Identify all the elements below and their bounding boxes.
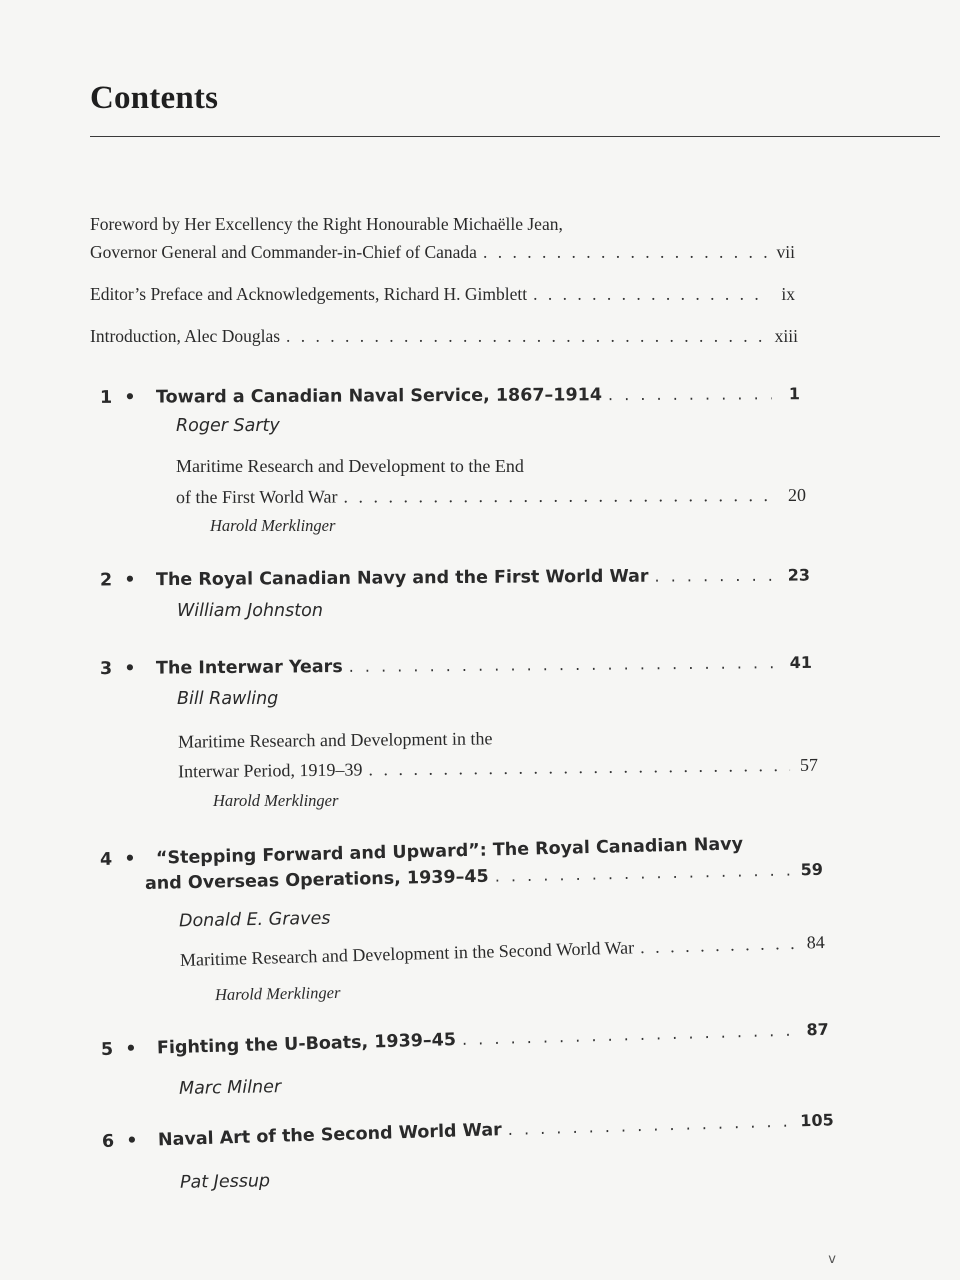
chapter-title: Naval Art of the Second World War	[157, 1120, 503, 1151]
leader-dots	[462, 1020, 801, 1048]
foreword-page: vii	[776, 242, 795, 262]
subentry-text-1: Maritime Research and Development to the End	[176, 456, 524, 476]
chapter-number: 1 •	[99, 387, 136, 408]
foreword-entry-line2	[90, 242, 795, 263]
introduction-entry	[90, 326, 798, 347]
leader-dots	[483, 242, 767, 263]
title-rule	[90, 136, 940, 137]
chapter-entry-1	[100, 384, 800, 408]
leader-dots	[495, 860, 795, 885]
subentry-text-2: of the First World War	[175, 486, 338, 508]
subentry-page: 57	[799, 754, 819, 775]
chapter-author: Marc Milner	[178, 1077, 282, 1099]
chapter-number: 2 •	[99, 570, 136, 591]
leader-dots	[349, 653, 784, 676]
subentry-4-line1	[180, 932, 825, 971]
chapter-title: Fighting the U-Boats, 1939–45	[156, 1030, 457, 1059]
chapter-title: The Interwar Years	[155, 656, 343, 679]
chapter-entry-5	[101, 1020, 829, 1060]
leader-dots	[286, 326, 769, 347]
leader-dots	[608, 384, 772, 404]
chapter-page: 1	[788, 384, 801, 404]
chapter-number: 6 •	[101, 1130, 138, 1152]
chapter-page: 105	[799, 1110, 834, 1131]
subentry-page: 20	[787, 484, 807, 505]
subentry-1-line2	[176, 485, 806, 508]
chapter-author: Roger Sarty	[176, 416, 280, 436]
chapter-page: 41	[789, 652, 813, 673]
subentry-text-1: Maritime Research and Development in the	[177, 728, 493, 752]
subentry-text-2: Interwar Period, 1919–39	[177, 759, 363, 782]
chapter-entry-6	[102, 1110, 834, 1152]
chapter-page: 59	[800, 859, 824, 880]
foreword-entry-line1	[90, 214, 563, 235]
chapter-title: Toward a Canadian Naval Service, 1867–1914	[155, 385, 603, 408]
preface-entry	[90, 284, 795, 305]
chapter-author: Donald E. Graves	[178, 908, 331, 932]
chapter-entry-3	[100, 653, 812, 679]
chapter-author: Pat Jessup	[179, 1171, 271, 1193]
chapter-number: 3 •	[99, 658, 136, 680]
leader-dots	[507, 1111, 794, 1138]
subentry-author: Harold Merklinger	[214, 982, 341, 1005]
foreword-text-2: Governor General and Commander-in-Chief of Canada	[90, 242, 477, 262]
chapter-number: 4 •	[99, 849, 136, 870]
chapter-page: 87	[806, 1019, 829, 1040]
subentry-1-line1	[176, 456, 524, 477]
page-title: Contents	[90, 80, 219, 116]
chapter-number: 5 •	[100, 1039, 137, 1060]
chapter-author: William Johnston	[177, 601, 323, 621]
chapter-author: Bill Rawling	[177, 689, 279, 709]
leader-dots	[640, 933, 797, 958]
leader-dots	[343, 485, 778, 508]
foreword-text-1: Foreword by Her Excellency the Right Honourable Michaëlle Jean,	[90, 214, 563, 234]
subentry-author: Harold Merklinger	[210, 516, 336, 535]
chapter-title: The Royal Canadian Navy and the First World War	[155, 566, 649, 591]
introduction-page: xiii	[774, 326, 798, 346]
chapter-title-line2: and Overseas Operations, 1939–45	[144, 866, 489, 894]
introduction-text: Introduction, Alec Douglas	[90, 326, 281, 346]
subentry-page: 84	[806, 931, 826, 953]
subentry-3-line1	[178, 728, 493, 752]
preface-page: ix	[781, 284, 795, 304]
chapter-page: 23	[787, 565, 811, 585]
subentry-author: Harold Merklinger	[213, 791, 339, 810]
leader-dots	[368, 755, 790, 780]
leader-dots	[533, 284, 767, 305]
chapter-entry-2	[100, 566, 810, 591]
preface-text: Editor’s Preface and Acknowledgements, Richard H. Gimblett	[90, 284, 528, 304]
leader-dots	[654, 566, 781, 586]
page-folio: v	[828, 1252, 836, 1267]
chapter-title-line1: “Stepping Forward and Upward”: The Royal Canadian Navy	[155, 834, 744, 869]
subentry-3-line2	[178, 755, 818, 783]
subentry-text-1: Maritime Research and Development in the Second World War	[179, 937, 635, 970]
